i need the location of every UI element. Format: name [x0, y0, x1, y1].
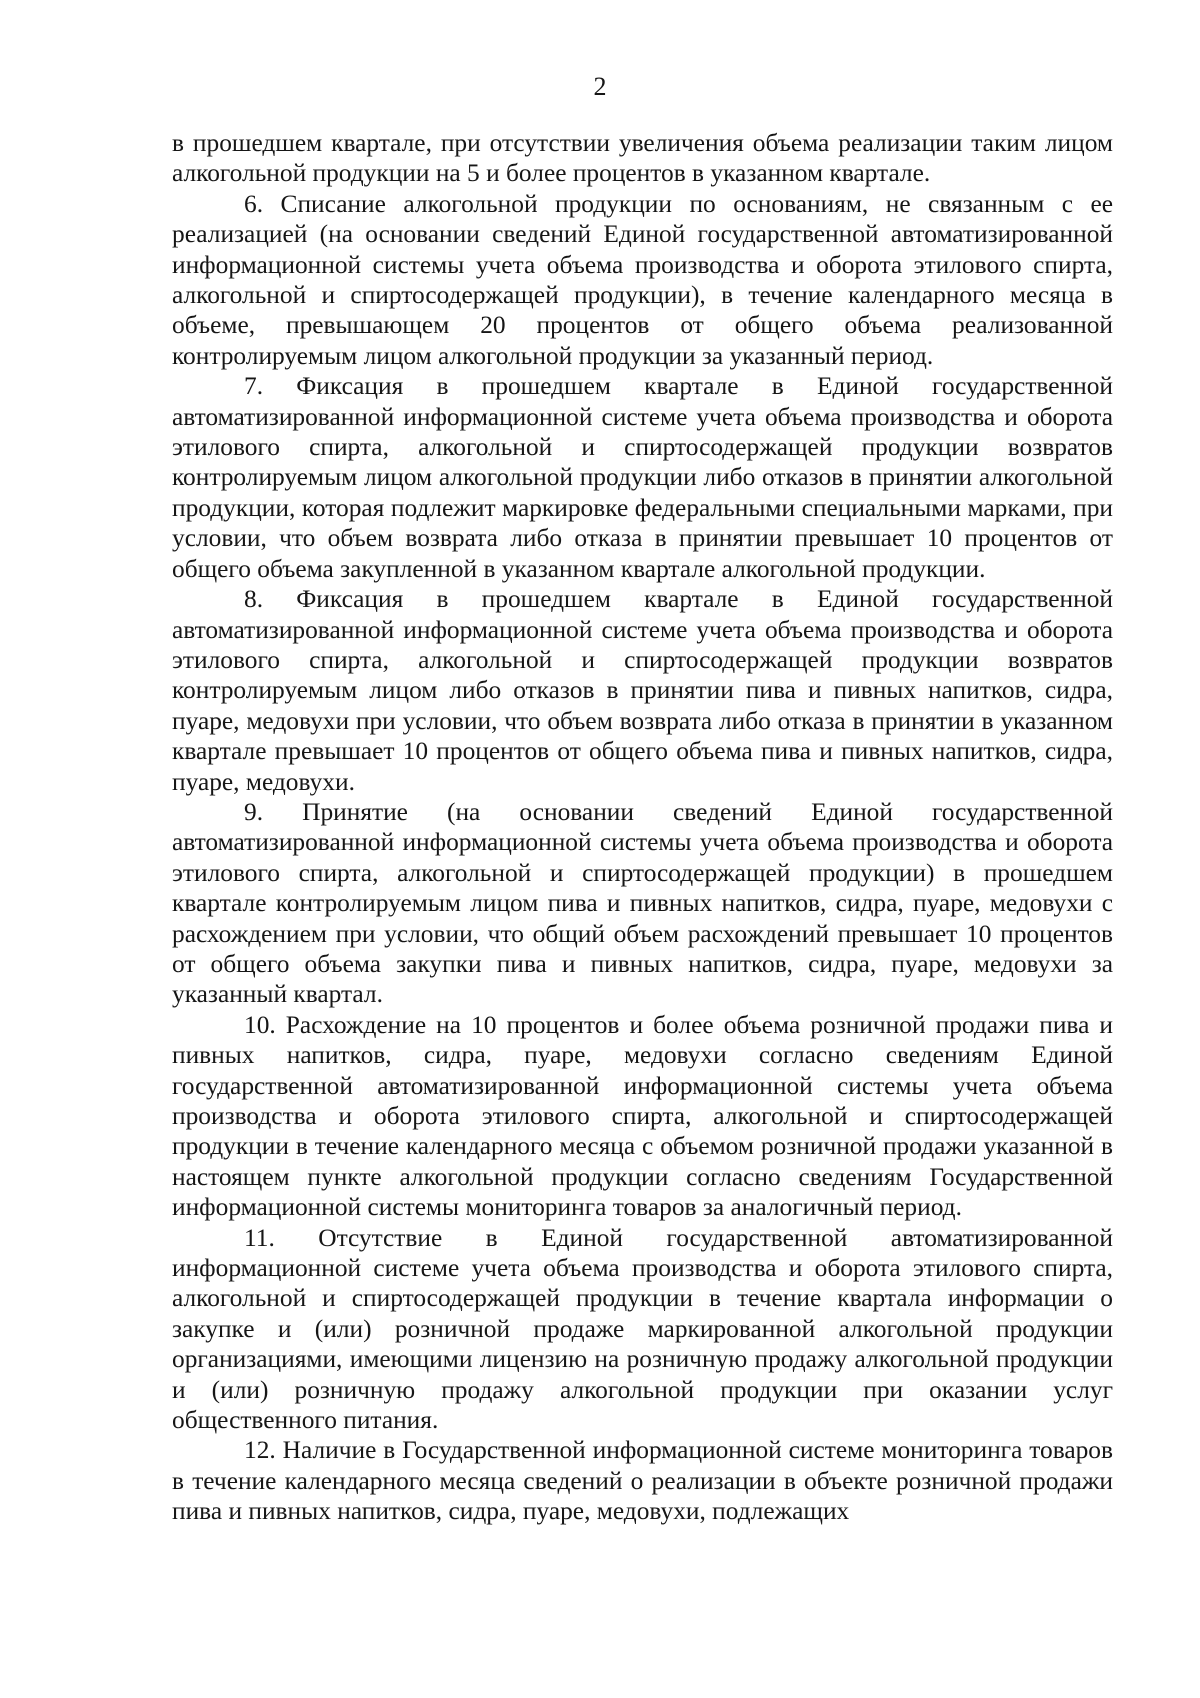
- paragraph-item-11: 11. Отсутствие в Единой государственной автоматизированной информационной системе учета объема производства и оборота этилового спирта, алкогольной и спиртосодержащей продукции в течение квартала информации о закупке и (или) розничной продаже маркированной алкогольной продукции организациями, имеющими лицензию на розничную продажу алкогольной продукции и (или) розничную продажу алкогольной продукции при оказании услуг общественного питания.: [172, 1223, 1113, 1435]
- paragraph-item-6: 6. Списание алкогольной продукции по основаниям, не связанным с ее реализацией (на основании сведений Единой государственной автоматизированной информационной системы учета объема производства и оборота этилового спирта, алкогольной и спиртосодержащей продукции), в течение календарного месяца в объеме, превышающем 20 процентов от общего объема реализованной контролируемым лицом алкогольной продукции за указанный период.: [172, 189, 1113, 370]
- document-body: [172, 128, 1113, 1527]
- paragraph-item-9: 9. Принятие (на основании сведений Единой государственной автоматизированной информационной системы учета объема производства и оборота этилового спирта, алкогольной и спиртосодержащей продукции) в прошедшем квартале контролируемым лицом пива и пивных напитков, сидра, пуаре, медовухи с расхождением при условии, что общий объем расхождений превышает 10 процентов от общего объема закупки пива и пивных напитков, сидра, пуаре, медовухи за указанный квартал.: [172, 797, 1113, 1009]
- paragraph-item-10: 10. Расхождение на 10 процентов и более объема розничной продажи пива и пивных напитков, сидра, пуаре, медовухи согласно сведениям Единой государственной автоматизированной информационной системы учета объема производства и оборота этилового спирта, алкогольной и спиртосодержащей продукции в течение календарного месяца с объемом розничной продажи указанной в настоящем пункте алкогольной продукции согласно сведениям Государственной информационной системы мониторинга товаров за аналогичный период.: [172, 1010, 1113, 1222]
- paragraph-item-12: 12. Наличие в Государственной информационной системе мониторинга товаров в течение календарного месяца сведений о реализации в объекте розничной продажи пива и пивных напитков, сидра, пуаре, медовухи, подлежащих: [172, 1436, 1113, 1526]
- paragraph-item-8: 8. Фиксация в прошедшем квартале в Единой государственной автоматизированной информационной системе учета объема производства и оборота этилового спирта, алкогольной и спиртосодержащей продукции возвратов контролируемым лицом либо отказов в принятии пива и пивных напитков, сидра, пуаре, медовухи при условии, что объем возврата либо отказа в принятии в указанном квартале превышает 10 процентов от общего объема пива и пивных напитков, сидра, пуаре, медовухи.: [172, 585, 1113, 796]
- paragraph-continuation: в прошедшем квартале, при отсутствии увеличения объема реализации таким лицом алкогольной продукции на 5 и более процентов в указанном квартале.: [172, 129, 1113, 188]
- paragraph-item-7: 7. Фиксация в прошедшем квартале в Единой государственной автоматизированной информационной системе учета объема производства и оборота этилового спирта, алкогольной и спиртосодержащей продукции возвратов контролируемым лицом алкогольной продукции либо отказов в принятии алкогольной продукции, которая подлежит маркировке федеральными специальными марками, при условии, что объем возврата либо отказа в принятии превышает 10 процентов от общего объема закупленной в указанном квартале алкогольной продукции.: [172, 372, 1113, 583]
- page-number: 2: [593, 72, 607, 101]
